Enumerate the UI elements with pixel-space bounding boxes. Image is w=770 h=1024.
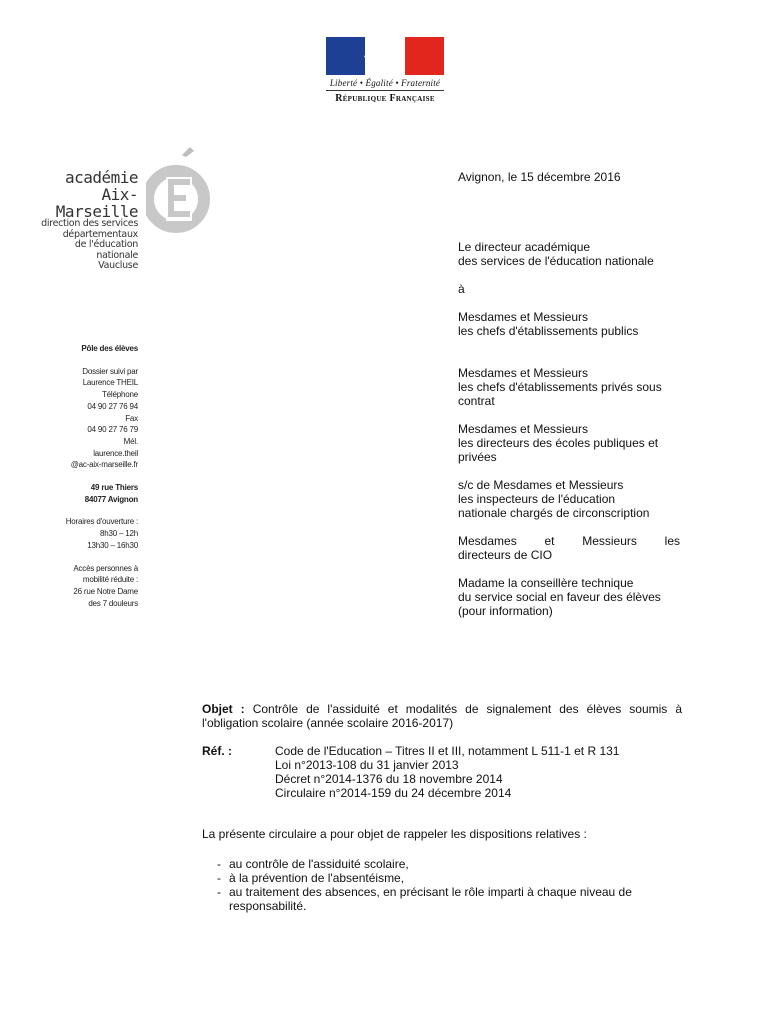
logo-divider (326, 90, 444, 91)
academy-name: académie Aix-Marseille (55, 168, 138, 221)
access-block: Accès personnes à mobilité réduite : 26 rue Notre Dame des 7 douleurs (73, 563, 138, 608)
marianne-logo (322, 37, 448, 104)
list-item: - au contrôle de l'assiduité scolaire, (217, 857, 409, 871)
list-item: - au traitement des absences, en précisant le rôle imparti à chaque niveau de responsabilité. (217, 885, 632, 913)
subject-paragraph (202, 702, 682, 730)
republic-motto: Liberté • Égalité • Fraternité (329, 78, 441, 88)
references-list: Code de l'Education – Titres II et III, notamment L 511-1 et R 131 Loi n°2013-108 du 31 janvier 2013 Décret n°2014-1376 du 18 novembre 2014 Circulaire n°2014-159 du 24 décembre 2014 (275, 744, 620, 800)
sender-line: des services de l'éducation nationale (458, 254, 654, 268)
dispositions-list (202, 857, 682, 913)
pole-title: Pôle des élèves (81, 344, 138, 353)
recipient: Mesdames et Messieurs les chefs d'établissements privés sous contrat (458, 366, 662, 408)
academy-e-icon (146, 147, 226, 237)
contact-block: Dossier suivi par Laurence THEIL Téléphone 04 90 27 76 94 Fax 04 90 27 76 79 Mél. laurence.theil @ac-aix-marseille.fr (70, 366, 138, 470)
recipient: Madame la conseillère technique du service social en faveur des élèves (pour information) (458, 576, 661, 618)
republic-name: République Française (335, 93, 435, 104)
academy-direction: direction des services départementaux de l'éducation nationale Vaucluse (41, 218, 138, 271)
sidebar-contact-info (0, 343, 138, 609)
address-header (458, 170, 680, 618)
address-block: 49 rue Thiers 84077 Avignon (84, 483, 138, 504)
recipient: Mesdames et Messieurs les directeurs des écoles publiques et privées (458, 422, 659, 464)
tricolor-flag (326, 37, 444, 75)
intro-paragraph: La présente circulaire a pour objet de rappeler les dispositions relatives : (202, 827, 587, 841)
list-item: - à la prévention de l'absentéisme, (217, 871, 405, 885)
references (202, 744, 682, 804)
academy-logo (38, 147, 190, 269)
marianne-profile-icon (356, 37, 412, 75)
hours-block: Horaires d'ouverture : 8h30 – 12h 13h30 – 16h30 (65, 517, 138, 550)
recipient: s/c de Mesdames et Messieurs les inspecteurs de l'éducation nationale chargés de circonscription (458, 478, 650, 520)
to-word: à (458, 282, 465, 296)
sender-line: Le directeur académique (458, 240, 591, 254)
recipient: Mesdames et Messieurs les chefs d'établissements publics (458, 310, 639, 338)
subject-text: Contrôle de l'assiduité et modalités de signalement des élèves soumis à l'obligation scolaire (année scolaire 2016-2017) (202, 702, 682, 730)
subject-label: Objet : (202, 702, 245, 716)
recipient: Mesdames et Messieurs les directeurs de CIO (458, 534, 680, 562)
references-label: Réf. : (202, 744, 232, 758)
letter-date: Avignon, le 15 décembre 2016 (458, 170, 621, 184)
